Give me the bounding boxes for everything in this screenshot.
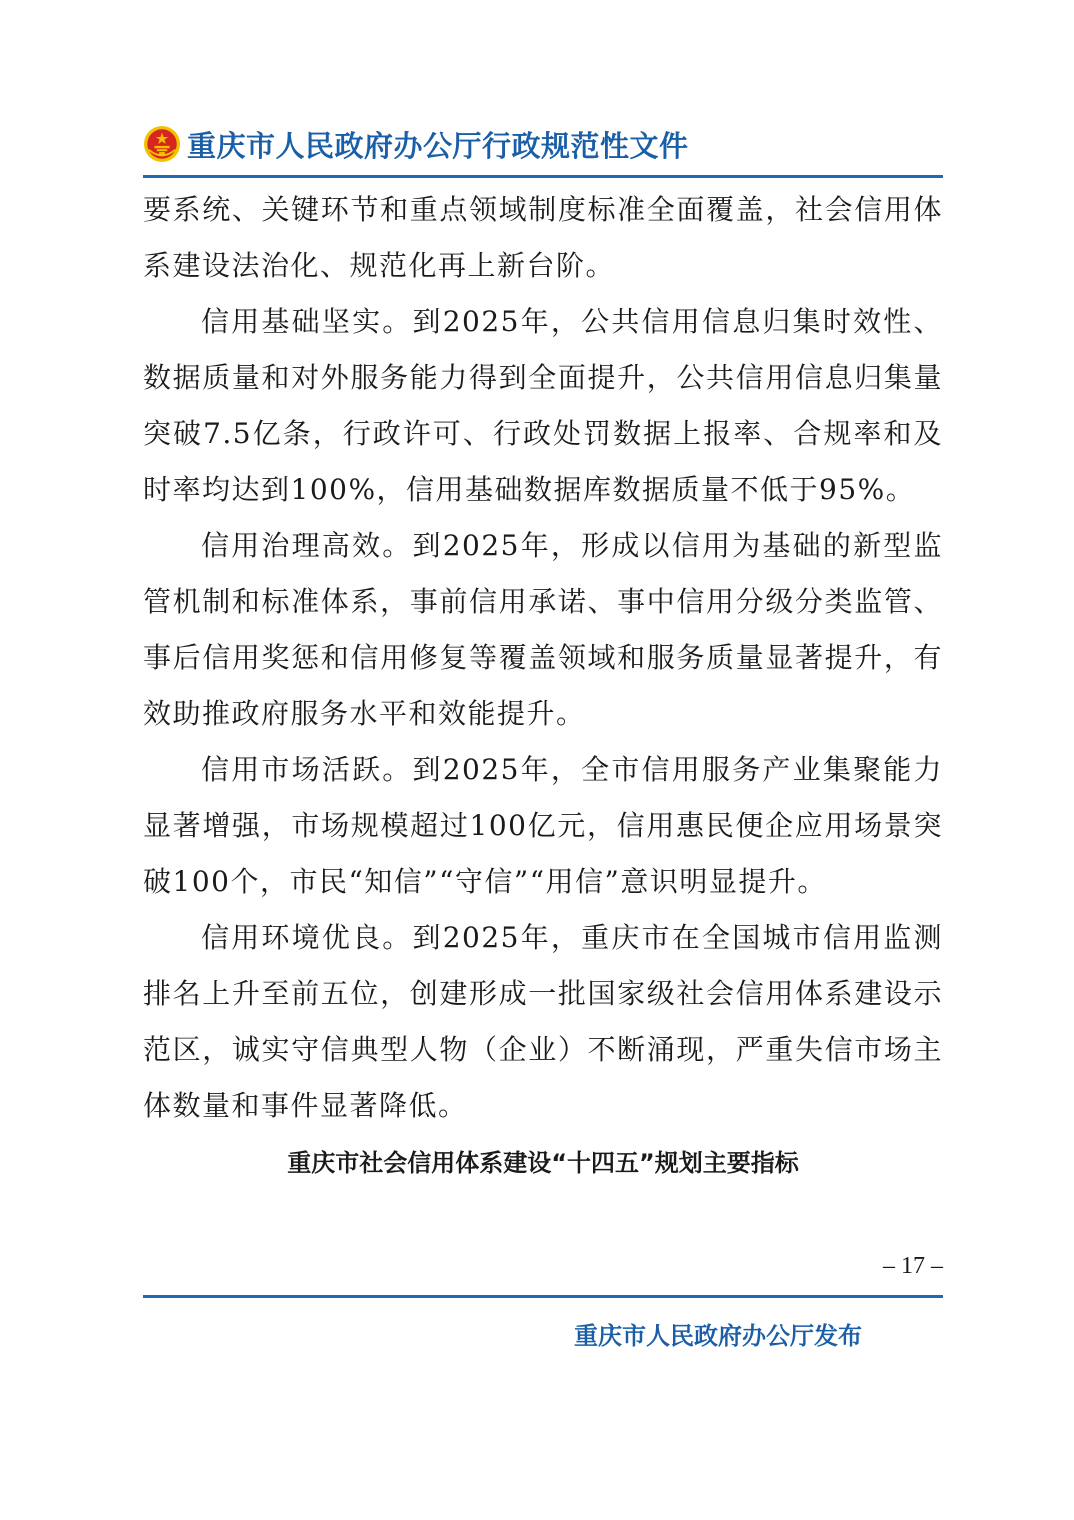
document-header (143, 116, 943, 172)
header-title: 重庆市人民政府办公厅行政规范性文件 (187, 128, 689, 163)
table-title: 重庆市社会信用体系建设“十四五”规划主要指标 (287, 1149, 799, 1177)
paragraph-continuation: 要系统、关键环节和重点领域制度标准全面覆盖，社会信用体系建设法治化、规范化再上新台阶。 (143, 193, 943, 282)
footer-divider (143, 1295, 943, 1298)
header-divider (143, 175, 943, 178)
paragraph-credit-market: 信用市场活跃。到2025年，全市信用服务产业集聚能力显著增强，市场规模超过100亿元，信用惠民便企应用场景突破100个，市民“知信”“守信”“用信”意识明显提升。 (143, 753, 943, 898)
paragraph-credit-foundation: 信用基础坚实。到2025年，公共信用信息归集时效性、数据质量和对外服务能力得到全面提升，公共信用信息归集量突破7.5亿条，行政许可、行政处罚数据上报率、合规率和及时率均达到100%，信用基础数据库数据质量不低于95%。 (143, 305, 943, 506)
footer-publisher: 重庆市人民政府办公厅发布 (574, 1322, 862, 1350)
paragraph-credit-governance: 信用治理高效。到2025年，形成以信用为基础的新型监管机制和标准体系，事前信用承诺、事中信用分级分类监管、事后信用奖惩和信用修复等覆盖领域和服务质量显著提升，有效助推政府服务水平和效能提升。 (143, 529, 943, 730)
paragraph-credit-environment: 信用环境优良。到2025年，重庆市在全国城市信用监测排名上升至前五位，创建形成一批国家级社会信用体系建设示范区，诚实守信典型人物（企业）不断涌现，严重失信市场主体数量和事件显著降低。 (143, 921, 943, 1122)
page-number: – 17 – (883, 1253, 943, 1279)
document-body (143, 182, 943, 1134)
national-emblem-icon (143, 125, 181, 163)
